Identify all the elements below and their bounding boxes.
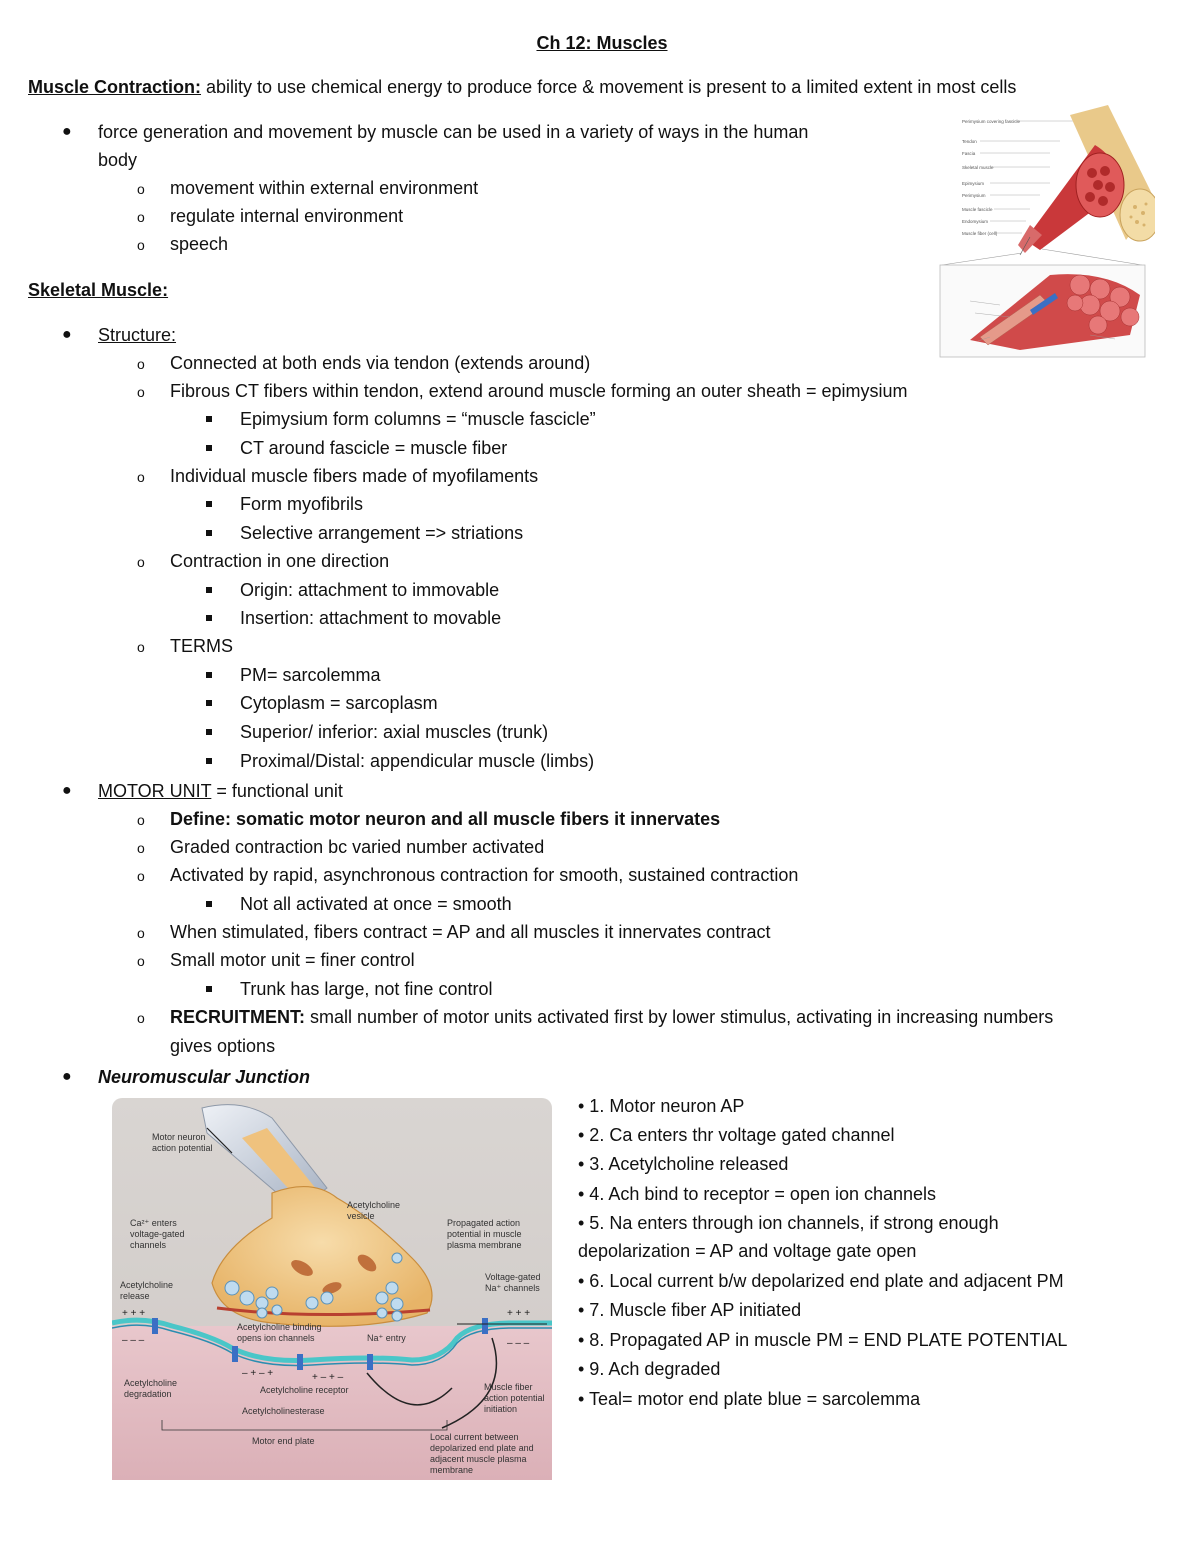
circle-bullet-icon: o — [137, 840, 145, 856]
label-perimysium-covering: Perimysium covering fascicle — [962, 119, 1021, 124]
circle-bullet-icon: o — [137, 181, 145, 197]
motor-item-1: Define: somatic motor neuron and all muscle fibers it innervates — [170, 809, 721, 829]
label-perimysium: Perimysium — [962, 193, 986, 198]
nmj-label-14c: adjacent muscle plasma — [430, 1454, 527, 1464]
nmj-label-2c: channels — [130, 1240, 167, 1250]
motor-item-6-line2: gives options — [170, 1036, 276, 1056]
circle-bullet-icon: o — [137, 925, 145, 941]
square-bullet-icon — [206, 901, 212, 907]
nmj-label-8b: Na⁺ channels — [485, 1283, 540, 1293]
step-5b: depolarization = AP and voltage gate open — [578, 1241, 917, 1261]
nmj-label-11: Acetylcholinesterase — [242, 1406, 325, 1416]
structure-item-3a: Form myofibrils — [240, 494, 364, 514]
terms-item-4: Proximal/Distal: appendicular muscle (limbs) — [240, 751, 595, 771]
bullet-icon: ● — [62, 1068, 72, 1085]
motor-item-5: Small motor unit = finer control — [170, 950, 415, 970]
nmj-label-6b: vesicle — [347, 1211, 375, 1221]
circle-bullet-icon: o — [137, 639, 145, 655]
square-bullet-icon — [206, 530, 212, 536]
nmj-label-13a: Muscle fiber — [484, 1382, 533, 1392]
step-7: • 7. Muscle fiber AP initiated — [578, 1300, 802, 1320]
structure-label: Structure: — [98, 325, 177, 345]
motor-unit-label: MOTOR UNIT — [98, 781, 212, 801]
circle-bullet-icon: o — [137, 868, 145, 884]
circle-bullet-icon: o — [137, 469, 145, 485]
structure-item-5: TERMS — [170, 636, 233, 656]
nmj-label-5: Na⁺ entry — [367, 1333, 406, 1343]
step-6: • 6. Local current b/w depolarized end plate and adjacent PM — [578, 1271, 1064, 1291]
structure-item-4b: Insertion: attachment to movable — [240, 608, 502, 628]
nmj-label-8a: Voltage-gated — [485, 1272, 541, 1282]
motor-item-3a: Not all activated at once = smooth — [240, 894, 512, 914]
svg-text:– – –: – – – — [507, 1338, 530, 1349]
page-title: Ch 12: Muscles — [536, 33, 668, 53]
motor-item-5a: Trunk has large, not fine control — [240, 979, 493, 999]
nmj-label-12: Motor end plate — [252, 1436, 315, 1446]
circle-bullet-icon: o — [137, 384, 145, 400]
nmj-label-14a: Local current between — [430, 1432, 519, 1442]
circle-bullet-icon: o — [137, 237, 145, 253]
recruitment-label: RECRUITMENT: — [170, 1007, 305, 1027]
structure-item-4: Contraction in one direction — [170, 551, 390, 571]
bullet-icon: ● — [62, 782, 72, 799]
motor-item-2: Graded contraction bc varied number activated — [170, 837, 545, 857]
terms-item-1: PM= sarcolemma — [240, 665, 381, 685]
nmj-label-4b: opens ion channels — [237, 1333, 315, 1343]
skeletal-heading: Skeletal Muscle: — [28, 280, 169, 300]
label-endomysium: Endomysium — [962, 219, 989, 224]
square-bullet-icon — [206, 700, 212, 706]
intro-bullet-line1: force generation and movement by muscle can be used in a variety of ways in the human — [98, 122, 809, 142]
muscle-structure-figure — [930, 105, 1155, 360]
svg-text:+ + +: + + + — [122, 1308, 146, 1319]
nmj-label-9a: Acetylcholine — [124, 1378, 178, 1388]
bullet-icon: ● — [62, 326, 72, 343]
nmj-label-1a: Motor neuron — [152, 1132, 206, 1142]
step-5: • 5. Na enters through ion channels, if strong enough — [578, 1213, 999, 1233]
nmj-label-2b: voltage-gated — [130, 1229, 185, 1239]
motor-unit-line — [98, 780, 343, 802]
intro-paragraph — [28, 76, 1016, 98]
circle-bullet-icon: o — [137, 554, 145, 570]
motor-item-4: When stimulated, fibers contract = AP and all muscles it innervates contract — [170, 922, 771, 942]
nmj-label-1b: action potential — [152, 1143, 213, 1153]
intro-text: ability to use chemical energy to produce force & movement is present to a limited extent in most cells — [201, 77, 1017, 97]
intro-heading: Muscle Contraction: — [28, 77, 202, 97]
structure-item-2: Fibrous CT fibers within tendon, extend around muscle forming an outer sheath = epimysium — [170, 381, 908, 401]
square-bullet-icon — [206, 416, 212, 422]
nmj-label-4a: Acetylcholine binding — [237, 1322, 322, 1332]
motor-item-6 — [170, 1006, 1053, 1028]
square-bullet-icon — [206, 615, 212, 621]
structure-item-4a: Origin: attachment to immovable — [240, 580, 500, 600]
label-epimysium: Epimysium — [962, 181, 985, 186]
nmj-figure — [112, 1098, 552, 1480]
structure-item-3b: Selective arrangement => striations — [240, 523, 524, 543]
bullet-icon: ● — [62, 123, 72, 140]
circle-bullet-icon: o — [137, 1010, 145, 1026]
circle-bullet-icon: o — [137, 356, 145, 372]
intro-sub-1: movement within external environment — [170, 178, 479, 198]
circle-bullet-icon: o — [137, 812, 145, 828]
motor-item-3: Activated by rapid, asynchronous contraction for smooth, sustained contraction — [170, 865, 799, 885]
label-tendon: Tendon — [962, 139, 977, 144]
label-muscle-fascicle: Muscle fascicle — [962, 207, 993, 212]
svg-text:– – –: – – – — [122, 1335, 145, 1346]
step-8: • 8. Propagated AP in muscle PM = END PLATE POTENTIAL — [578, 1330, 1068, 1350]
step-2: • 2. Ca enters thr voltage gated channel — [578, 1125, 895, 1145]
intro-bullet-line2: body — [98, 150, 138, 170]
square-bullet-icon — [206, 587, 212, 593]
label-muscle-fiber: Muscle fiber (cell) — [962, 231, 998, 236]
nmj-label-7a: Propagated action — [447, 1218, 521, 1228]
nmj-label-9b: degradation — [124, 1389, 172, 1399]
recruitment-text: small number of motor units activated first by lower stimulus, activating in increasing numbers — [305, 1007, 1054, 1027]
terms-item-2: Cytoplasm = sarcoplasm — [240, 693, 438, 713]
svg-text:– + – +: – + – + — [242, 1368, 274, 1379]
circle-bullet-icon: o — [137, 953, 145, 969]
square-bullet-icon — [206, 501, 212, 507]
nmj-label-3a: Acetylcholine — [120, 1280, 174, 1290]
intro-sub-2: regulate internal environment — [170, 206, 404, 226]
nmj-label: Neuromuscular Junction — [98, 1067, 311, 1087]
structure-item-1: Connected at both ends via tendon (extends around) — [170, 353, 591, 373]
nmj-label-6a: Acetylcholine — [347, 1200, 401, 1210]
step-1: • 1. Motor neuron AP — [578, 1096, 745, 1116]
nmj-label-3b: release — [120, 1291, 150, 1301]
step-3: • 3. Acetylcholine released — [578, 1154, 789, 1174]
circle-bullet-icon: o — [137, 209, 145, 225]
nmj-label-10: Acetylcholine receptor — [260, 1385, 349, 1395]
svg-text:+ – + –: + – + – — [312, 1372, 344, 1383]
nmj-label-13c: initiation — [484, 1404, 518, 1414]
step-10: • Teal= motor end plate blue = sarcolemma — [578, 1389, 921, 1409]
label-fascia: Fascia — [962, 151, 976, 156]
nmj-label-14d: membrane — [430, 1465, 474, 1475]
motor-unit-rest: = functional unit — [211, 781, 343, 801]
step-4: • 4. Ach bind to receptor = open ion channels — [578, 1184, 937, 1204]
step-9: • 9. Ach degraded — [578, 1359, 721, 1379]
nmj-label-7b: potential in muscle — [447, 1229, 522, 1239]
square-bullet-icon — [206, 758, 212, 764]
square-bullet-icon — [206, 672, 212, 678]
square-bullet-icon — [206, 729, 212, 735]
square-bullet-icon — [206, 445, 212, 451]
nmj-label-2a: Ca²⁺ enters — [130, 1218, 177, 1228]
label-skeletal-muscle: Skeletal muscle — [962, 165, 994, 170]
intro-sub-3: speech — [170, 234, 229, 254]
structure-item-2b: CT around fascicle = muscle fiber — [240, 438, 508, 458]
structure-item-3: Individual muscle fibers made of myofilaments — [170, 466, 539, 486]
nmj-label-13b: action potential — [484, 1393, 545, 1403]
nmj-label-7c: plasma membrane — [447, 1240, 522, 1250]
svg-text:+ + +: + + + — [507, 1308, 531, 1319]
terms-item-3: Superior/ inferior: axial muscles (trunk) — [240, 722, 549, 742]
structure-item-2a: Epimysium form columns = “muscle fascicle” — [240, 409, 596, 429]
square-bullet-icon — [206, 986, 212, 992]
nmj-label-14b: depolarized end plate and — [430, 1443, 534, 1453]
